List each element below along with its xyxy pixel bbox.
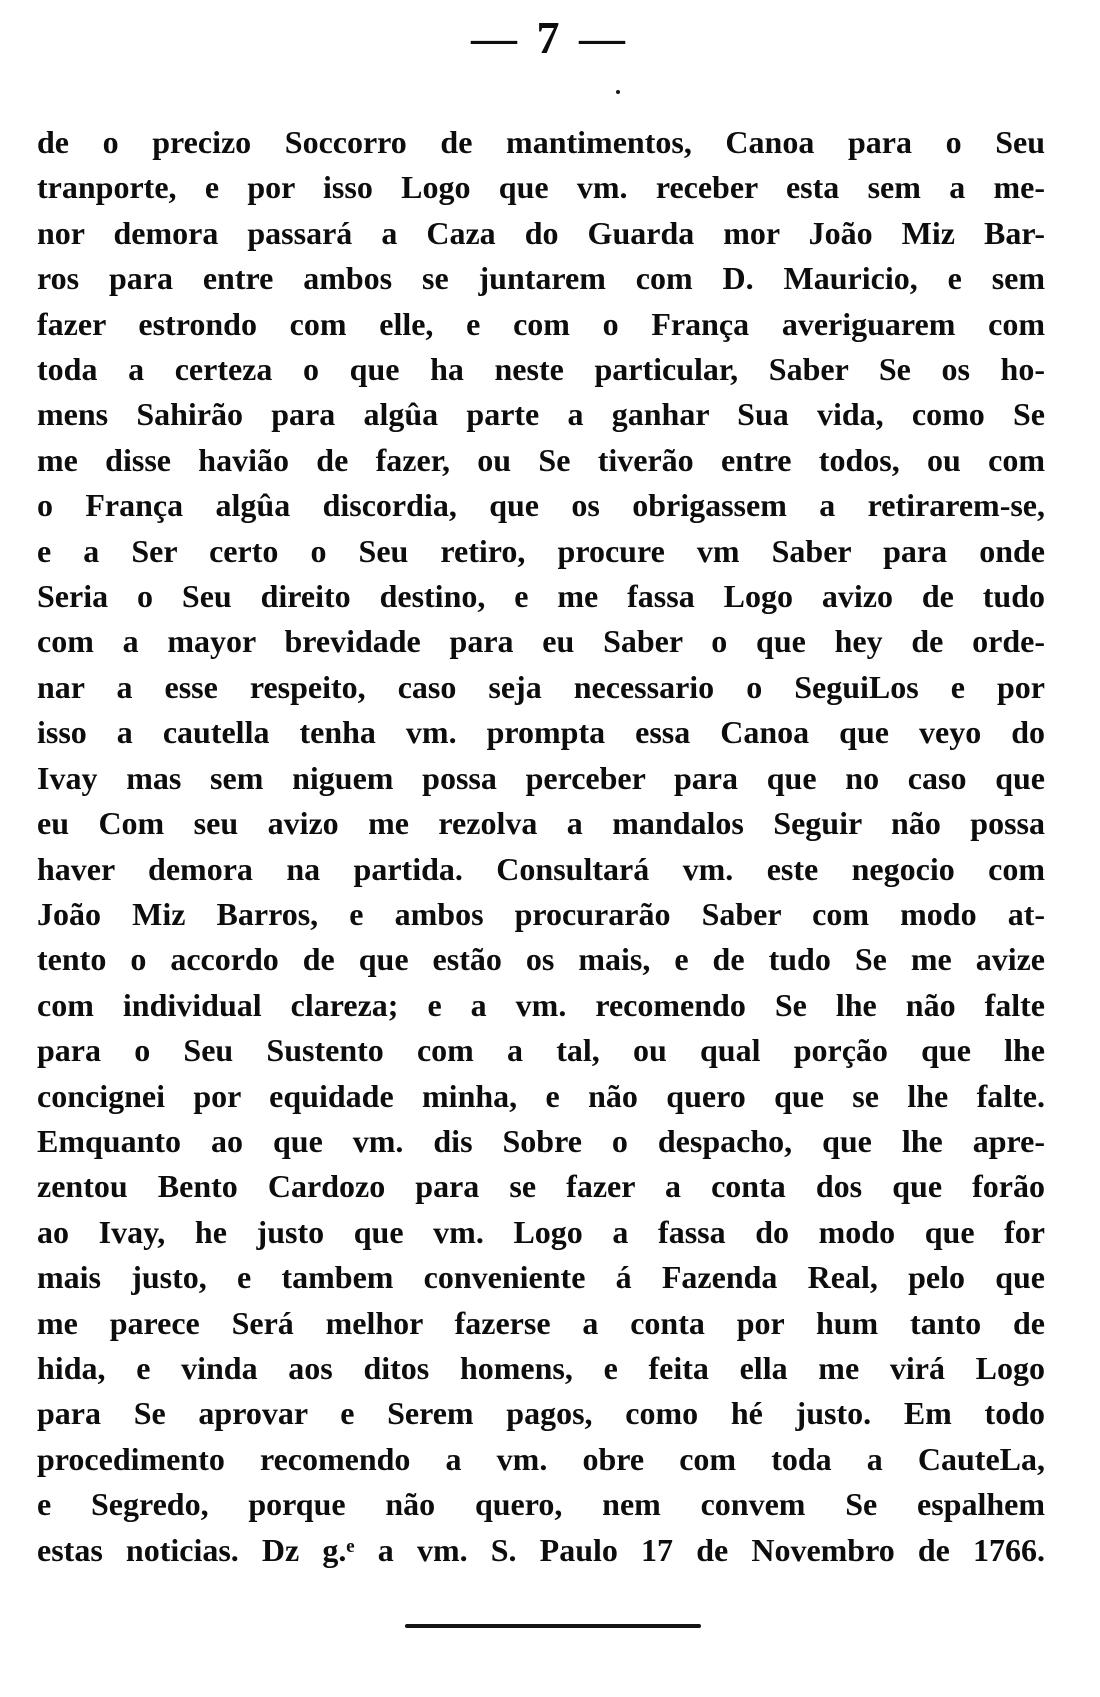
- text-line: Emquanto ao que vm. dis Sobre o despacho, que lhe apre-: [37, 1122, 1045, 1159]
- text-line: tento o accordo de que estão os mais, e de tudo Se me avize: [37, 941, 1045, 978]
- text-line: nar a esse respeito, caso seja necessario o SeguiLos e por: [37, 668, 1045, 705]
- text-line: tranporte, e por isso Logo que vm. receber esta sem a me-: [37, 169, 1045, 206]
- text-line: o França algûa discordia, que os obrigassem a retirarem-se,: [37, 487, 1045, 524]
- page-number: — 7 —: [471, 12, 629, 63]
- text-line: Ivay mas sem niguem possa perceber para que no caso que: [37, 759, 1045, 796]
- text-line: mens Sahirão para algûa parte a ganhar Sua vida, como Se: [37, 396, 1045, 433]
- text-line: procedimento recomendo a vm. obre com toda a CauteLa,: [37, 1440, 1045, 1477]
- text-line: me parece Será melhor fazerse a conta por hum tanto de: [37, 1304, 1045, 1341]
- text-line: hida, e vinda aos ditos homens, e feita ella me virá Logo: [37, 1349, 1045, 1386]
- text-line: eu Com seu avizo me rezolva a mandalos Seguir não possa: [37, 805, 1045, 842]
- text-line: com a mayor brevidade para eu Saber o que hey de orde-: [37, 623, 1045, 660]
- text-line: ros para entre ambos se juntarem com D. Mauricio, e sem: [37, 260, 1045, 297]
- text-line: de o precizo Soccorro de mantimentos, Canoa para o Seu: [37, 124, 1045, 160]
- text-line: haver demora na partida. Consultará vm. este negocio com: [37, 850, 1045, 887]
- text-line: estas noticias. Dz g.ᵉ a vm. S. Paulo 17 de Novembro de 1766.: [37, 1531, 1045, 1568]
- text-line: para Se aprovar e Serem pagos, como hé justo. Em todo: [37, 1395, 1045, 1432]
- bottom-divider-rule: [405, 1624, 701, 1628]
- letter-body: [37, 120, 1045, 1573]
- text-line: zentou Bento Cardozo para se fazer a conta dos que forão: [37, 1168, 1045, 1205]
- text-line: me disse havião de fazer, ou Se tiverão entre todos, ou com: [37, 441, 1045, 478]
- text-line: e a Ser certo o Seu retiro, procure vm Saber para onde: [37, 532, 1045, 569]
- ink-speck: [616, 90, 620, 94]
- text-line: fazer estrondo com elle, e com o França averiguarem com: [37, 305, 1045, 342]
- text-line: para o Seu Sustento com a tal, ou qual porção que lhe: [37, 1032, 1045, 1069]
- text-line: e Segredo, porque não quero, nem convem Se espalhem: [37, 1486, 1045, 1523]
- text-line: concignei por equidade minha, e não quero que se lhe falte.: [37, 1077, 1045, 1114]
- text-line: Seria o Seu direito destino, e me fassa Logo avizo de tudo: [37, 578, 1045, 615]
- text-line: João Miz Barros, e ambos procurarão Saber com modo at-: [37, 895, 1045, 932]
- text-line: toda a certeza o que ha neste particular, Saber Se os ho-: [37, 351, 1045, 388]
- text-line: mais justo, e tambem conveniente á Fazenda Real, pelo que: [37, 1259, 1045, 1296]
- text-line: nor demora passará a Caza do Guarda mor João Miz Bar-: [37, 214, 1045, 251]
- text-line: ao Ivay, he justo que vm. Logo a fassa do modo que for: [37, 1213, 1045, 1250]
- text-line: com individual clareza; e a vm. recomendo Se lhe não falte: [37, 986, 1045, 1023]
- text-line: isso a cautella tenha vm. prompta essa Canoa que veyo do: [37, 714, 1045, 751]
